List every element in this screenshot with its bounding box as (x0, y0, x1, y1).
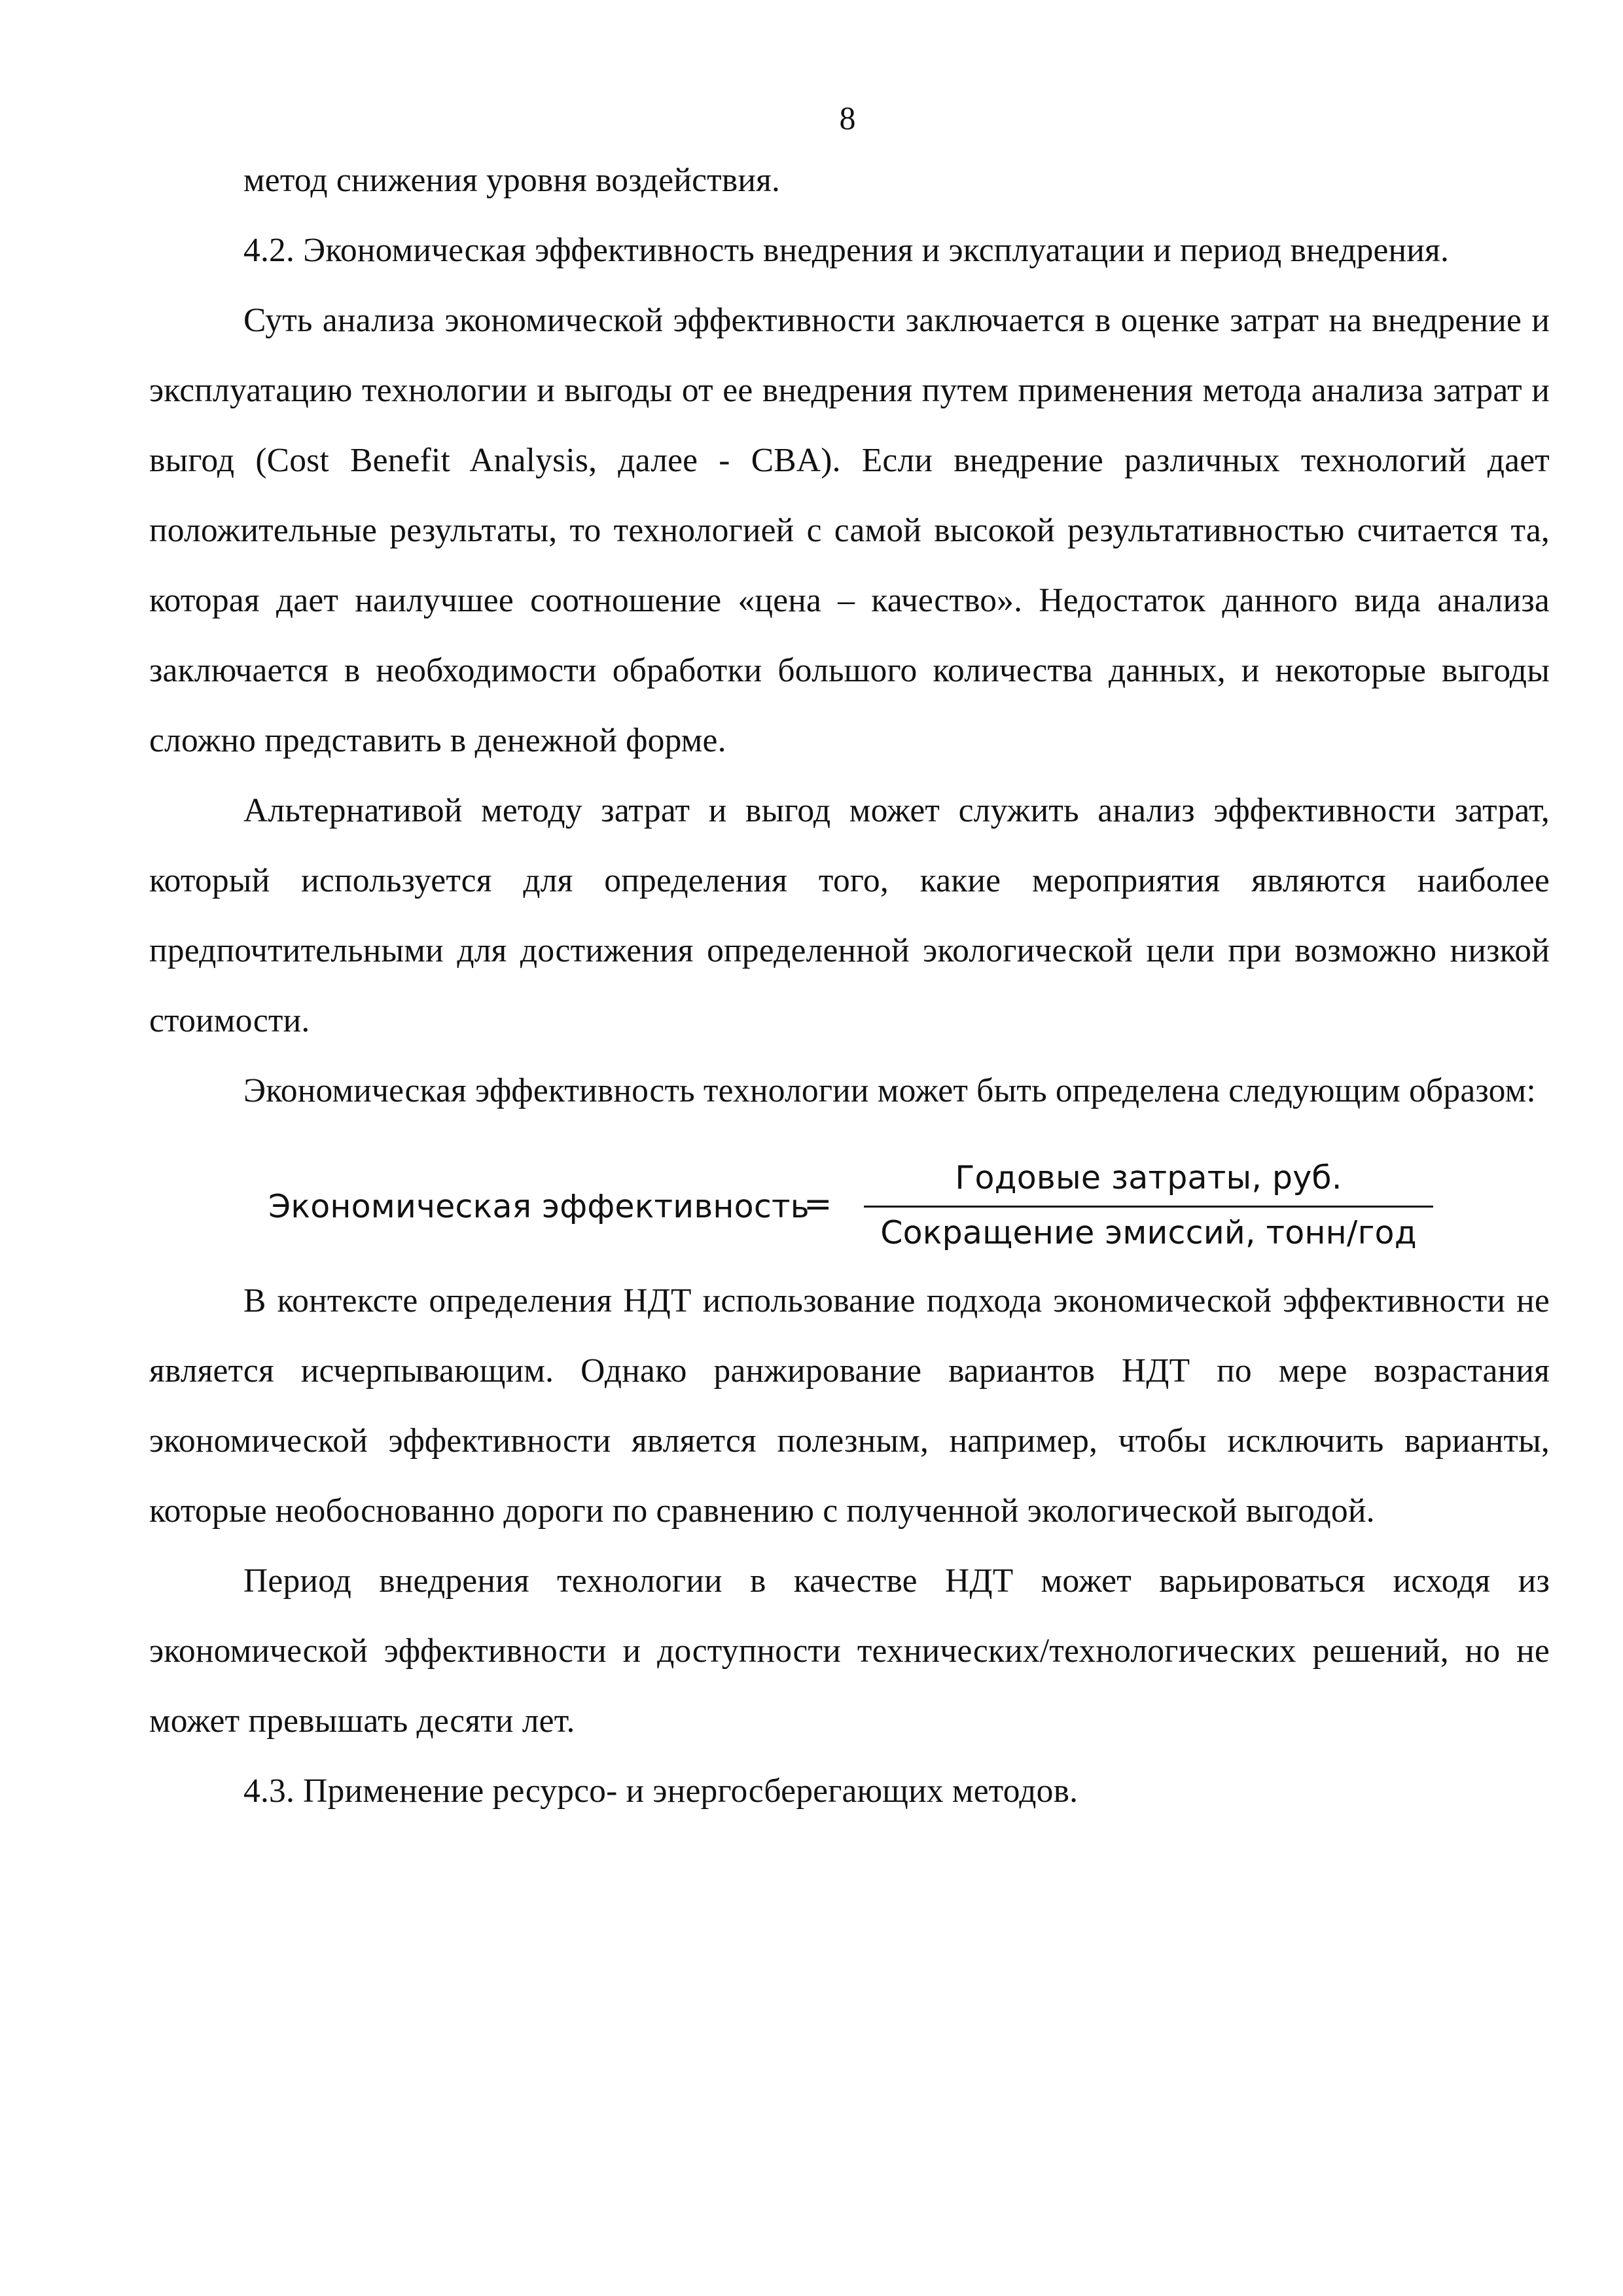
paragraph-implementation-period: Период внедрения технологии в качестве НДТ может варьироваться исходя из экономической эффективности и доступности технических/технологических решений, но не может превышать десяти лет. (149, 1562, 1550, 1740)
paragraph-continuation: метод снижения уровня воздействия. (243, 162, 781, 199)
paragraph-ndt-context: В контексте определения НДТ использование подхода экономической эффективности не является исчерпывающим. Однако ранжирование вариантов НДТ по мере возрастания экономической эффективности является полезным, например, чтобы исключить варианты, которые необоснованно дороги по сравнению с полученной экологической выгодой. (149, 1282, 1550, 1530)
efficiency-formula (149, 1126, 1550, 1266)
paragraph-cba: Суть анализа экономической эффективности заключается в оценке затрат на внедрение и эксплуатацию технологии и выгоды от ее внедрения путем применения метода анализа затрат и выгод (Cost Benefit Analysis, далее - CBA). Если внедрение различных технологий дает положительные результаты, то технологией с самой высокой результативностью считается та, которая дает наилучшее соотношение «цена – качество». Недостаток данного вида анализа заключается в необходимости обработки большого количества данных, и некоторые выгоды сложно представить в денежной форме. (149, 302, 1550, 759)
section-heading-4-3: 4.3. Применение ресурсо- и энергосберегающих методов. (243, 1772, 1079, 1810)
formula-equals-sign: = (804, 1185, 832, 1224)
paragraph-alternative: Альтернативой методу затрат и выгод может служить анализ эффективности затрат, который используется для определения того, какие мероприятия являются наиболее предпочтительными для достижения определенной экологической цели при возможно низкой стоимости. (149, 792, 1550, 1039)
paragraph-formula-intro: Экономическая эффективность технологии может быть определена следующим образом: (243, 1072, 1536, 1109)
formula-fraction-bar (864, 1206, 1433, 1208)
formula-numerator: Годовые затраты, руб. (955, 1159, 1342, 1196)
formula-lhs: Экономическая эффективность (268, 1188, 810, 1225)
page-number: 8 (839, 99, 856, 136)
document-body (149, 145, 1550, 1826)
section-heading-4-2: 4.2. Экономическая эффективность внедрения и эксплуатации и период внедрения. (243, 232, 1450, 269)
formula-denominator: Сокращение эмиссий, тонн/год (880, 1214, 1417, 1251)
